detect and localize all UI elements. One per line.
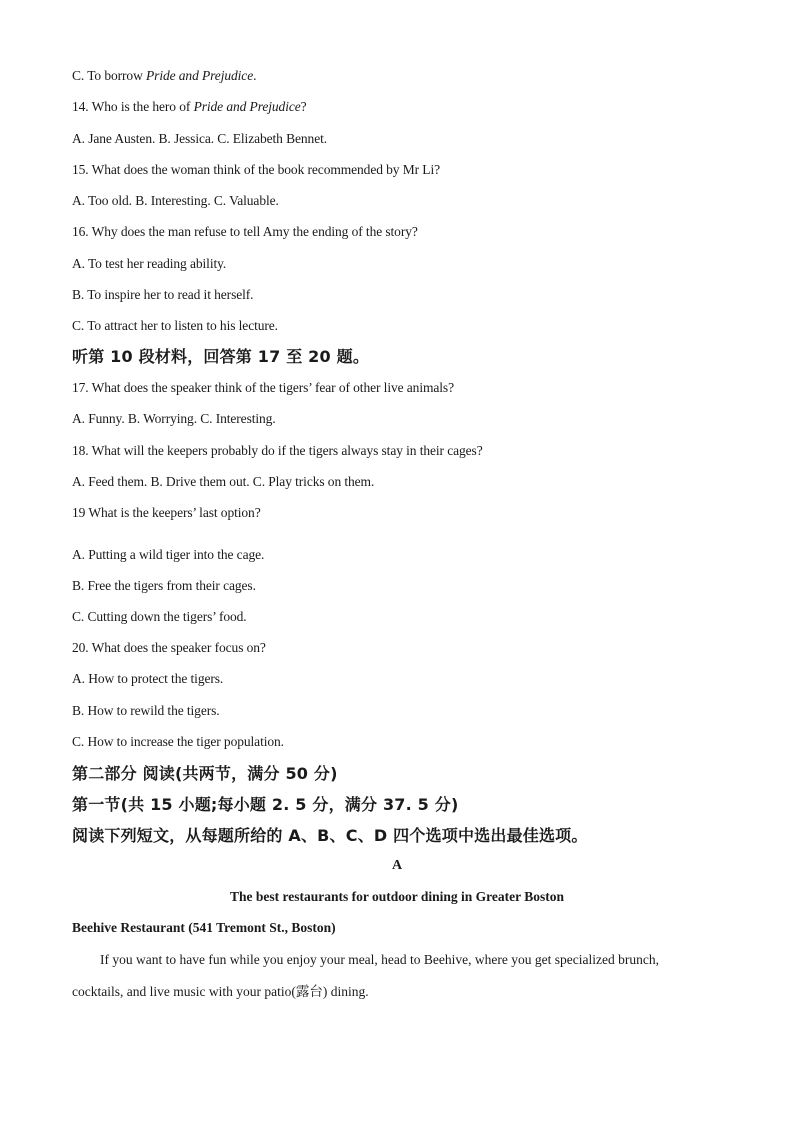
q14-prefix: 14. Who is the hero of — [72, 99, 194, 114]
q19-question: 19 What is the keepers’ last option? — [72, 505, 261, 520]
passage-letter: A — [391, 858, 403, 873]
q20-option-a: A. How to protect the tigers. — [72, 671, 224, 686]
q19-option-a: A. Putting a wild tiger into the cage. — [72, 547, 265, 562]
section-10-heading: 听第 10 段材料，回答第 17 至 20 题。 — [72, 347, 370, 366]
q15-question: 15. What does the woman think of the book recommended by Mr Li? — [72, 162, 440, 177]
restaurant-paragraph — [72, 944, 712, 1008]
part-2-heading: 第二部分 阅读(共两节，满分 50 分) — [72, 764, 338, 783]
q13-option-c — [72, 67, 256, 85]
book-title: Pride and Prejudice — [193, 99, 301, 114]
q16-option-c: C. To attract her to listen to his lecture. — [72, 318, 278, 333]
book-title: Pride and Prejudice — [146, 68, 254, 83]
q15-options: A. Too old. B. Interesting. C. Valuable. — [72, 193, 279, 208]
restaurant-description: If you want to have fun while you enjoy your meal, head to Beehive, where you get specialized brunch, cocktails, and live music with your patio(露台) dining. — [72, 952, 659, 999]
q14-question — [72, 98, 307, 116]
q17-question: 17. What does the speaker think of the tigers’ fear of other live animals? — [72, 380, 454, 395]
q20-option-c: C. How to increase the tiger population. — [72, 734, 284, 749]
q14-suffix: ? — [300, 99, 307, 114]
q13-option-c-prefix: C. To borrow — [72, 68, 147, 83]
q16-option-b: B. To inspire her to read it herself. — [72, 287, 254, 302]
q16-option-a: A. To test her reading ability. — [72, 256, 227, 271]
reading-instructions: 阅读下列短文，从每题所给的 A、B、C、D 四个选项中选出最佳选项。 — [72, 826, 588, 845]
section-1-heading: 第一节(共 15 小题;每小题 2. 5 分，满分 37. 5 分) — [72, 795, 459, 814]
q18-options: A. Feed them. B. Drive them out. C. Play tricks on them. — [72, 474, 375, 489]
q17-options: A. Funny. B. Worrying. C. Interesting. — [72, 411, 276, 426]
q20-question: 20. What does the speaker focus on? — [72, 640, 266, 655]
q20-option-b: B. How to rewild the tigers. — [72, 703, 220, 718]
q16-question: 16. Why does the man refuse to tell Amy the ending of the story? — [72, 224, 418, 239]
q13-option-c-suffix: . — [253, 68, 257, 83]
restaurant-name: Beehive Restaurant (541 Tremont St., Boston) — [72, 920, 336, 935]
q19-option-c: C. Cutting down the tigers’ food. — [72, 609, 247, 624]
q19-option-b: B. Free the tigers from their cages. — [72, 578, 256, 593]
q14-options: A. Jane Austen. B. Jessica. C. Elizabeth Bennet. — [72, 131, 328, 146]
passage-title: The best restaurants for outdoor dining in Greater Boston — [229, 889, 565, 904]
q18-question: 18. What will the keepers probably do if the tigers always stay in their cages? — [72, 443, 483, 458]
